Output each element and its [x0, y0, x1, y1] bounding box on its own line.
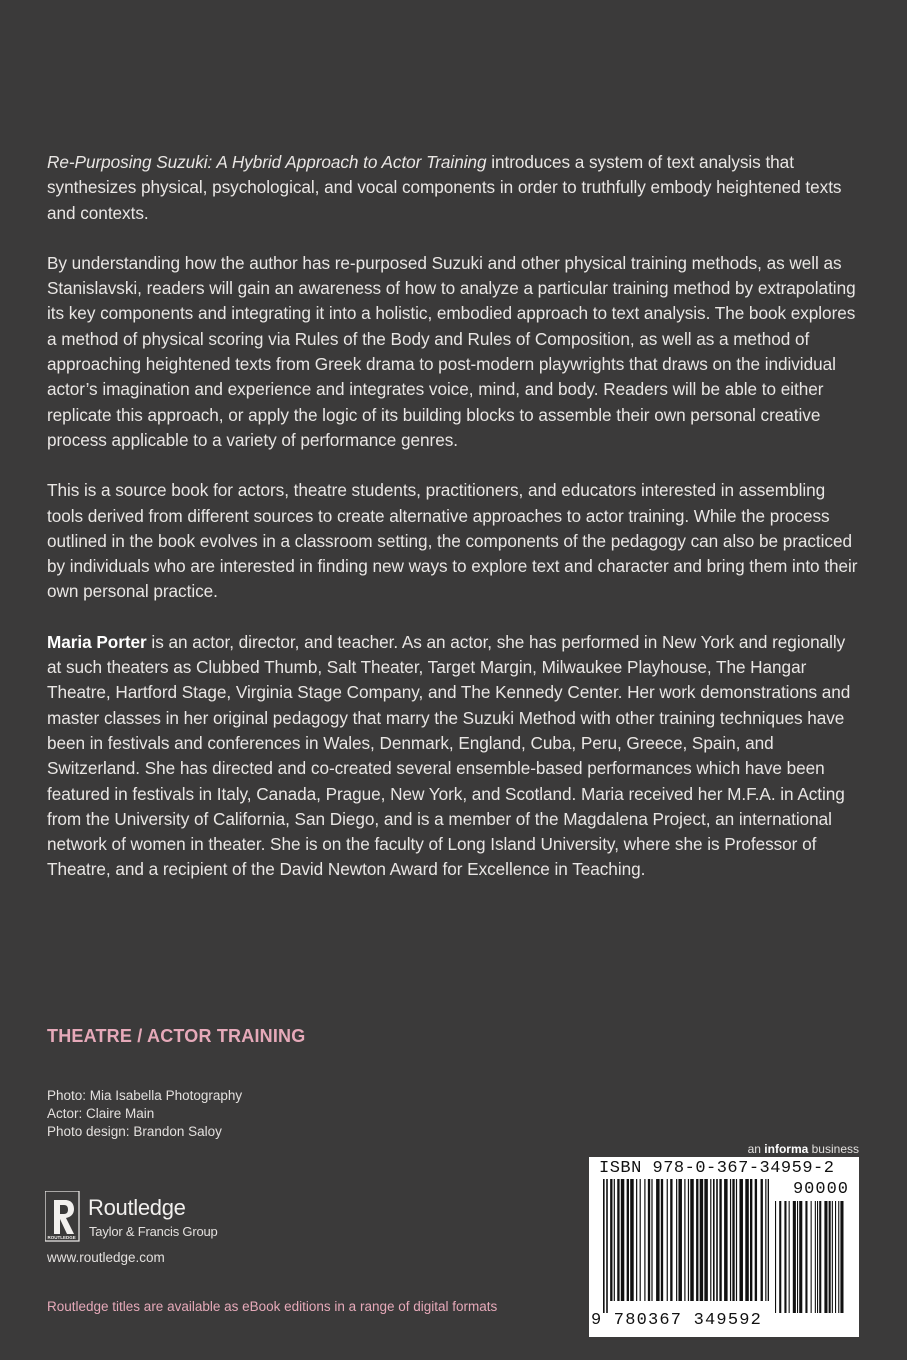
informa-tagline: [748, 1142, 859, 1156]
author-bio: is an actor, director, and teacher. As an actor, she has performed in New York and regionally at such theaters as Clubbed Thumb, Salt Theater, Target Margin, Milwaukee Playhouse, The Hangar Theatre, Hartford Stage, Virginia Stage Company, and The Kennedy Center. Her work demonstrations and master classes in her original pedagogy that marry the Suzuki Method with other training techniques have been in festivals and conferences in Wales, Denmark, England, Cuba, Peru, Greece, Spain, and Switzerland. She has directed and co-created several ensemble-based performances which have been featured in festivals in Italy, Canada, Prague, New York, and Scotland. Maria received her M.F.A. in Acting from the University of California, San Diego, and is a member of the Magdalena Project, an international network of women in theater. She is on the faculty of Long Island University, where she is Professor of Theatre, and a recipient of the David Newton Award for Excellence in Teaching.: [47, 631, 851, 880]
barcode-bar: [696, 1179, 698, 1301]
intro-paragraph: [47, 150, 862, 226]
barcode-bar: [724, 1179, 728, 1301]
barcode-bar: [779, 1201, 781, 1313]
barcode-bar: [667, 1179, 668, 1301]
barcode-bar: [636, 1179, 637, 1301]
actor-credit: Actor: Claire Main: [47, 1106, 155, 1121]
barcode-bar: [832, 1201, 833, 1313]
barcode-bar: [670, 1179, 672, 1301]
intro-text: introduces a system of text analysis that synthesizes physical, psychological, and vocal components in order to truthfully embody heightened texts and contexts.: [47, 152, 842, 223]
barcode-bar: [656, 1179, 660, 1301]
publisher-website[interactable]: www.routledge.com: [47, 1250, 165, 1265]
barcode-bar: [775, 1201, 776, 1313]
barcode-bar: [700, 1179, 704, 1301]
publisher-group: Taylor & Francis Group: [89, 1224, 218, 1239]
barcode-bar: [640, 1179, 641, 1301]
ean13-bars: [603, 1179, 769, 1313]
barcode-bar: [621, 1179, 625, 1301]
barcode-bar: [793, 1201, 796, 1313]
publisher-logo: [45, 1191, 275, 1246]
barcode-bar: [819, 1201, 821, 1313]
barcode-bar: [815, 1201, 816, 1313]
photo-credit: Photo: Mia Isabella Photography: [47, 1088, 243, 1103]
routledge-r-icon: [45, 1191, 81, 1243]
barcode-bar: [732, 1179, 734, 1301]
barcode-bar: [835, 1201, 836, 1313]
audience-paragraph: This is a source book for actors, theatre students, practitioners, and educators interested in assembling tools derived from different sources to create alternative approaches to actor training. While the process outlined in the book evolves in a classroom setting, the components of the pedagogy can also be practiced by individuals who are interested in finding new ways to explore text and character and bring them into their own personal practice.: [47, 480, 858, 602]
barcode-bar: [678, 1179, 682, 1301]
barcode-bar: [805, 1201, 807, 1313]
author-bio-paragraph: [47, 630, 862, 883]
barcode-bar: [829, 1201, 831, 1313]
barcode-bar: [606, 1179, 608, 1313]
barcode-bar: [755, 1179, 757, 1301]
book-title: Re-Purposing Suzuki: A Hybrid Approach to Actor Training: [47, 152, 487, 172]
informa-prefix: an: [747, 1142, 765, 1156]
barcode-bar: [644, 1179, 645, 1301]
barcode-bar: [630, 1179, 634, 1301]
photo-credits: [47, 1087, 242, 1141]
back-cover-blurb: [47, 150, 862, 908]
barcode-bar: [716, 1179, 718, 1301]
barcode-bar: [713, 1179, 715, 1301]
method-paragraph: By understanding how the author has re-purposed Suzuki and other physical training methods, as well as Stanislavski, readers will gain an awareness of how to analyze a particular training method by extrapolating its key components and integrating it into a holistic, embodied approach to text analysis. The book explores a method of physical scoring via Rules of the Body and Rules of Composition, as well as a method of approaching heightened texts from Greek drama to post-modern playwrights that draws on the individual actor’s imagination and experience and integrates voice, mind, and body. Readers will be able to either replicate this approach, or apply the logic of its building blocks to assemble their own personal creative process applicable to a variety of performance genres.: [47, 252, 856, 450]
barcode-bar: [676, 1179, 677, 1301]
isbn-label: ISBN 978-0-367-34959-2: [599, 1159, 835, 1178]
barcode-bar: [614, 1179, 615, 1301]
barcode-bar: [824, 1201, 827, 1313]
barcode-bar: [765, 1179, 766, 1301]
barcode-bar: [840, 1201, 843, 1313]
informa-suffix: business: [808, 1142, 859, 1156]
barcode-bar: [690, 1179, 694, 1301]
author-name: Maria Porter: [47, 631, 147, 652]
price-code: 90000: [792, 1180, 849, 1199]
barcode-bar: [784, 1201, 786, 1313]
isbn-barcode: [589, 1157, 859, 1337]
barcode-bar: [838, 1201, 839, 1313]
subject-category: THEATRE / ACTOR TRAINING: [47, 1026, 306, 1046]
barcode-bar: [719, 1179, 721, 1301]
barcode-bar: [768, 1179, 769, 1301]
barcode-bar: [736, 1179, 737, 1301]
informa-brand: informa: [764, 1142, 809, 1156]
barcode-bar: [627, 1179, 629, 1301]
barcode-bar: [661, 1179, 663, 1301]
svg-text:ROUTLEDGE: ROUTLEDGE: [47, 1235, 76, 1240]
barcode-bar: [603, 1179, 605, 1313]
barcode-bar: [817, 1201, 818, 1313]
barcode-digits: 9 780367 349592: [591, 1311, 763, 1330]
barcode-bar: [730, 1179, 731, 1301]
barcode-bar: [811, 1201, 812, 1313]
barcode-bar: [648, 1179, 650, 1301]
barcode-bar: [789, 1201, 790, 1313]
barcode-bar: [761, 1179, 763, 1301]
barcode-bar: [745, 1179, 749, 1301]
ebook-note: Routledge titles are available as eBook editions in a range of digital formats: [47, 1299, 498, 1314]
barcode-bar: [688, 1179, 689, 1301]
barcode-bar: [799, 1201, 802, 1313]
design-credit: Photo design: Brandon Saloy: [47, 1124, 222, 1139]
barcode-bar: [704, 1179, 708, 1301]
barcode-bar: [710, 1179, 711, 1301]
publisher-name: Routledge: [88, 1195, 186, 1220]
barcode-bar: [797, 1201, 798, 1313]
barcode-bar: [739, 1179, 743, 1301]
barcode-bar: [684, 1179, 685, 1301]
barcode-bar: [651, 1179, 652, 1301]
barcode-bar: [750, 1179, 752, 1301]
barcode-bar: [610, 1179, 612, 1301]
addon-bars: [775, 1201, 847, 1313]
barcode-bar: [617, 1179, 619, 1301]
